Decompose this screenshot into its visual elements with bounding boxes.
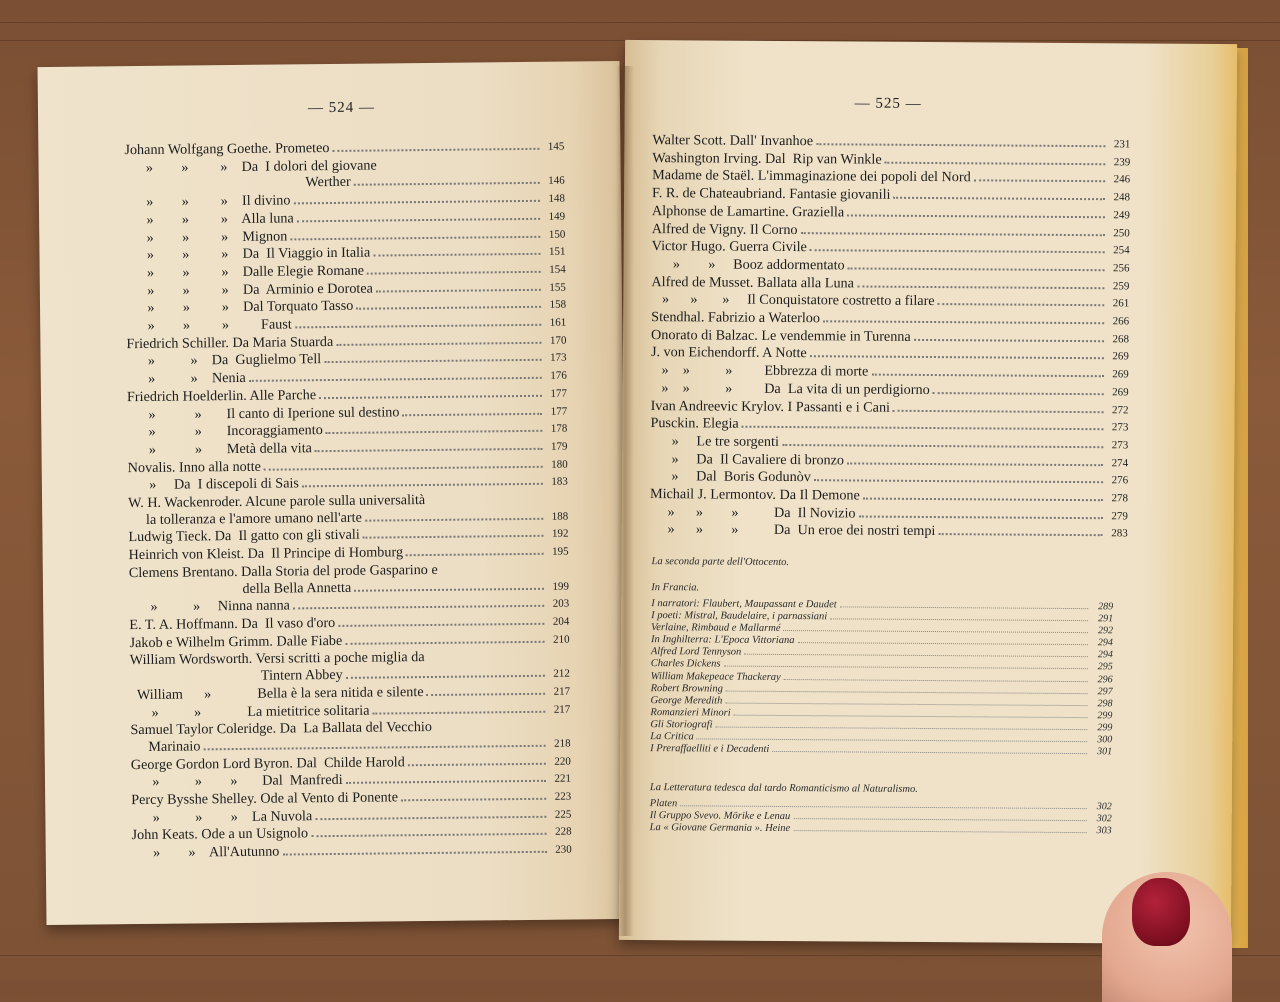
leader-dots [324,359,541,363]
leader-dots [744,654,1088,657]
leader-dots [345,640,544,644]
leader-dots [293,200,539,205]
toc-entry-title: Il Gruppo Svevo. Mörike e Lenau [650,810,791,823]
toc-entry-title: Onorato di Balzac. Le vendemmie in Turenna [651,327,911,346]
leader-dots [782,444,1103,448]
toc-entry-page: 223 [549,789,571,806]
toc-entry-title: » » Incoraggiamento [127,422,323,441]
toc-entry-page: 146 [543,173,565,190]
leader-dots [742,426,1104,431]
toc-entry-page: 179 [545,438,567,455]
toc-entry-title: Alfred de Musset. Ballata alla Luna [651,274,854,292]
toc-entry-page: 148 [543,191,565,208]
left-page [38,61,629,925]
toc-entry-page: 254 [1108,242,1130,259]
toc-entry-title: » Le tre sorgenti [650,433,779,451]
toc-entry-page: 283 [1106,526,1128,543]
toc-entry-title: Friedrich Schiller. Da Maria Stuarda [126,334,333,353]
leader-dots [857,285,1105,289]
toc-entry-page: 303 [1090,825,1112,837]
toc-entry-title: » » » Il divino [125,193,291,211]
leader-dots [297,218,540,223]
toc-entry-title: della Bella Annetta [129,579,351,598]
leader-dots [249,377,542,382]
leader-dots [354,182,540,186]
toc-entry-page: 180 [546,456,568,473]
toc-entry-page: 188 [546,508,568,525]
leader-dots [356,306,541,310]
toc-entry-page: 295 [1091,662,1113,674]
toc-entry-page: 294 [1091,637,1113,649]
toc-entry-title: George Meredith [650,695,722,708]
toc-entry-page: 299 [1090,710,1112,722]
toc-entry-title: Robert Browning [651,683,723,696]
toc-entry-title: Marinaio [131,738,201,755]
toc-entry-title: J. von Eichendorff. A Notte [651,345,807,363]
toc-entry-title: La Critica [650,731,694,743]
toc-entry-page: 239 [1108,154,1130,171]
toc-entry-page: 269 [1107,349,1129,366]
leader-dots [680,805,1087,809]
toc-entry-title: Charles Dickens [651,659,721,672]
leader-dots [793,830,1086,833]
toc-entry-page: 220 [549,753,571,770]
leader-dots [346,675,545,679]
leader-dots [402,412,542,415]
toc-entry-page: 228 [549,824,571,841]
toc-entry-page: 203 [547,596,569,613]
toc-entry-title: Samuel Taylor Coleridge. Da La Ballata del Vecchio [130,719,432,739]
toc-entry [132,841,572,863]
leader-dots [697,738,1088,742]
leader-dots [847,462,1103,466]
leader-dots [715,726,1087,730]
leader-dots [367,271,541,275]
toc-entry-title: Ivan Andreevic Krylov. I Passanti e i Cani [651,398,891,416]
leader-dots [290,235,540,240]
toc-entry-title: » » Da Guglielmo Tell [127,352,322,371]
toc-entry-page: 170 [544,332,566,349]
section-title: La seconda parte dell'Ottocento. [651,556,789,569]
toc-entry-title: Romanzieri Minori [650,707,730,720]
leader-dots [974,180,1105,183]
leader-dots [914,339,1104,342]
toc-entry-title: Novalis. Inno alla notte [128,458,261,476]
toc-entry-title: » » Booz addormentato [652,256,845,274]
toc-entry-title: » » Nenia [127,370,246,388]
leader-dots [933,392,1104,395]
toc-entry-page: 210 [547,631,569,648]
open-book [38,38,1250,950]
leader-dots [784,679,1088,682]
toc-entry-page: 294 [1091,650,1113,662]
toc-entry [650,522,1128,543]
leader-dots [938,534,1102,537]
toc-entry-page: 256 [1108,260,1130,277]
leader-dots [427,693,546,696]
toc-entry-title: Alfred Lord Tennyson [651,646,742,659]
toc-entry-page: 230 [550,842,572,859]
toc-entry-page: 279 [1106,508,1128,525]
toc-entry-page: 302 [1090,813,1112,825]
toc-entry-title: Pusckin. Elegia [650,415,738,432]
toc-entry-title: » » » Da Un eroe dei nostri tempi [650,522,936,541]
toc-entry-title: » » » Dal Torquato Tasso [126,298,353,317]
toc-entry-title: Michail J. Lermontov. Da Il Demone [650,486,860,504]
left-page-number: — 524 — [308,100,375,118]
leader-dots [336,342,541,346]
toc-entry-page: 268 [1107,331,1129,348]
toc-entry-page: 151 [543,244,565,261]
toc-entry-title: Madame de Staël. L'immaginazione dei popoli del Nord [652,167,971,186]
toc-entry-title: Werther [125,174,351,193]
leader-dots [203,745,545,751]
toc-entry-page: 249 [1108,207,1130,224]
leader-dots [797,642,1087,645]
toc-entry-title: Tintern Abbey [130,667,343,686]
leader-dots [295,324,541,329]
red-fingernail [1132,878,1190,946]
toc-entry-title: William Wordsworth. Versi scritti a poche miglia da [130,649,425,669]
toc-entry-page: 150 [543,226,565,243]
toc-entry-title: Jakob e Wilhelm Grimm. Dalle Fiabe [129,633,342,652]
italic-toc-2 [650,798,1112,838]
toc-entry-page: 212 [548,666,570,683]
leader-dots [784,630,1089,633]
leader-dots [772,751,1087,754]
leader-dots [848,267,1105,271]
leader-dots [338,623,544,627]
toc-entry-title: » » » Dal Manfredi [131,772,343,791]
left-toc [124,138,572,863]
toc-entry-page: 299 [1090,722,1112,734]
toc-entry-title: Heinrich von Kleist. Da Il Principe di Homburg [129,544,404,564]
leader-dots [376,288,541,292]
leader-dots [401,798,546,802]
toc-entry-title: I poeti: Mistral, Baudelaire, i parnassiani [651,610,827,623]
toc-entry-page: 269 [1107,384,1129,401]
toc-entry-page: 297 [1091,686,1113,698]
toc-entry-title: » » » Da Il Novizio [650,504,856,522]
toc-entry [650,822,1112,837]
toc-entry-page: 276 [1106,473,1128,490]
toc-entry-title: » » » Ebbrezza di morte [651,362,869,380]
leader-dots [315,448,543,452]
toc-entry-title: » » » Faust [126,316,292,334]
toc-entry-title: I narratori: Flaubert, Maupassant e Daudet [651,598,837,611]
toc-entry-title: la tolleranza e l'amore umano nell'arte [128,509,362,528]
toc-entry-page: 248 [1108,189,1130,206]
leader-dots [863,498,1103,502]
leader-dots [319,395,542,399]
toc-entry-page: 250 [1108,225,1130,242]
leader-dots [734,714,1088,717]
toc-entry-title: Gli Storiografi [650,719,712,732]
toc-entry-title: E. T. A. Hoffmann. Da Il vaso d'oro [129,615,335,634]
leader-dots [372,710,545,714]
toc-entry-title: » » » Il Conquistatore costretto a filare [651,291,934,310]
toc-entry-title: Washington Irving. Dal Rip van Winkle [652,150,881,168]
toc-entry-page: 177 [545,403,567,420]
leader-dots [363,535,544,539]
toc-entry-title: Verlaine, Rimbaud e Mallarmé [651,622,781,635]
toc-entry-title: » Dal Boris Godunòv [650,468,811,486]
toc-entry-title: Stendhal. Fabrizio a Waterloo [651,309,820,327]
toc-entry-title: » » Ninna nanna [129,598,290,616]
toc-entry-page: 273 [1106,437,1128,454]
leader-dots [725,702,1087,706]
toc-entry-page: 259 [1107,278,1129,295]
toc-entry-title: Platen [650,798,678,810]
toc-entry-page: 269 [1107,366,1129,383]
leader-dots [885,161,1106,165]
leader-dots [408,762,546,765]
toc-entry-page: 145 [542,139,564,156]
toc-entry-title: La « Giovane Germania ». Heine [650,822,791,835]
toc-entry-page: 296 [1091,674,1113,686]
leader-dots [365,518,543,522]
leader-dots [801,232,1105,236]
toc-entry-title: Percy Bysshe Shelley. Ode al Vento di Ponente [131,789,398,808]
toc-entry-page: 231 [1108,136,1130,153]
toc-entry-page: 291 [1091,613,1113,625]
toc-entry-page: 204 [547,614,569,631]
leader-dots [302,483,543,488]
toc-entry-title: » » » Da I dolori del giovane [125,157,377,176]
toc-entry-page: 225 [549,806,571,823]
leader-dots [840,606,1089,609]
toc-entry-title: » Da Il Cavaliere di bronzo [650,451,844,469]
leader-dots [810,356,1104,360]
toc-entry-title: F. R. de Chateaubriand. Fantasie giovanili [652,185,891,203]
leader-dots [326,430,543,434]
toc-entry-page: 199 [547,578,569,595]
toc-entry-title: William » Bella è la sera nitida e silente [130,684,424,704]
leader-dots [859,515,1103,519]
toc-entry-page: 183 [546,474,568,491]
subsection-title: La Letteratura tedesca dal tardo Romanticismo al Naturalismo. [650,782,918,796]
leader-dots [871,374,1104,378]
toc-entry-page: 298 [1090,698,1112,710]
leader-dots [264,465,543,470]
toc-entry-page: 173 [545,350,567,367]
toc-entry-page: 246 [1108,172,1130,189]
leader-dots [354,587,544,591]
toc-entry-title: » » » Da Il Viaggio in Italia [125,245,370,264]
toc-entry-page: 154 [544,261,566,278]
toc-entry-page: 155 [544,279,566,296]
toc-entry-title: John Keats. Ode a un Usignolo [131,826,308,845]
toc-entry-page: 274 [1106,455,1128,472]
leader-dots [816,143,1105,147]
toc-entry-title: » Da I discepoli di Sais [128,476,299,494]
toc-entry-title: Ludwig Tieck. Da Il gatto con gli stivali [128,527,359,546]
leader-dots [332,148,539,152]
toc-entry-title: Friedrich Hoelderlin. Alle Parche [127,387,316,406]
toc-entry-title: » » » Da Arminio e Dorotea [126,280,373,299]
toc-entry-page: 158 [544,297,566,314]
toc-entry-page: 176 [545,368,567,385]
leader-dots [793,818,1086,821]
leader-dots [830,618,1088,621]
leader-dots [938,303,1105,306]
toc-entry-page: 261 [1107,296,1129,313]
subsection-title: In Francia. [651,582,699,594]
toc-entry-title: » » » La Nuvola [131,808,312,827]
toc-entry-title: » » » Alla luna [125,210,294,228]
toc-entry-title: Johann Wolfgang Goethe. Prometeo [124,140,329,159]
toc-entry-title: Alfred de Vigny. Il Corno [652,221,798,239]
toc-entry-title: » » » Da La vita di un perdigiorno [651,380,930,399]
toc-entry-page: 301 [1090,746,1112,758]
toc-entry-page: 149 [543,208,565,225]
right-page-number: — 525 — [855,95,922,112]
toc-entry-page: 221 [549,771,571,788]
leader-dots [810,249,1105,253]
leader-dots [406,553,544,556]
right-page [619,40,1237,944]
toc-entry-title: » » Il canto di Iperione sul destino [127,404,399,424]
book-gutter [616,66,634,936]
leader-dots [847,214,1105,218]
leader-dots [373,253,540,257]
toc-entry-title: » » Metà della vita [127,440,312,459]
leader-dots [723,666,1087,670]
toc-entry-page: 178 [545,421,567,438]
toc-entry-page: 177 [545,385,567,402]
toc-entry-page: 292 [1091,625,1113,637]
toc-entry-page: 195 [547,544,569,561]
leader-dots [282,851,546,856]
toc-entry-page: 217 [548,683,570,700]
toc-entry-title: Walter Scott. Dall' Invanhoe [652,132,813,150]
toc-entry-title: W. H. Wackenroder. Alcune parole sulla universalità [128,492,425,512]
toc-entry-title: George Gordon Lord Byron. Dal Childe Harold [131,754,405,774]
leader-dots [311,833,546,837]
leader-dots [293,605,544,610]
leader-dots [823,320,1104,324]
toc-entry-title: Alphonse de Lamartine. Graziella [652,203,844,221]
italic-toc-1 [650,598,1113,758]
leader-dots [893,197,1105,200]
toc-entry-title: I Preraffaelliti e i Decadenti [650,743,769,756]
toc-entry-page: 161 [544,315,566,332]
toc-entry-page: 278 [1106,490,1128,507]
leader-dots [726,690,1088,694]
toc-entry-title: » » » Mignon [125,228,287,246]
toc-entry-title: In Inghilterra: L'Epoca Vittoriana [651,634,795,647]
toc-entry-title: Victor Hugo. Guerra Civile [652,238,807,256]
toc-entry-page: 218 [549,735,571,752]
toc-entry-page: 217 [548,701,570,718]
leader-dots [346,780,546,784]
toc-entry-title: William Makepeace Thackeray [651,671,781,684]
right-toc [650,132,1131,542]
toc-entry-page: 300 [1090,734,1112,746]
toc-entry-title: Clemens Brentano. Dalla Storia del prode Gasparino e [129,562,438,582]
toc-entry-title: » » All'Autunno [132,844,280,862]
leader-dots [315,816,546,820]
toc-entry-page: 302 [1090,801,1112,813]
toc-entry-title: » » » Dalle Elegie Romane [126,263,365,282]
toc-entry [650,743,1112,758]
leader-dots [893,409,1104,412]
leader-dots [814,480,1103,484]
toc-entry-page: 273 [1106,419,1128,436]
toc-entry-title: » » La mietitrice solitaria [130,702,369,721]
toc-entry-page: 289 [1091,601,1113,613]
toc-entry-page: 266 [1107,313,1129,330]
toc-entry-page: 272 [1107,402,1129,419]
toc-entry-page: 192 [546,526,568,543]
